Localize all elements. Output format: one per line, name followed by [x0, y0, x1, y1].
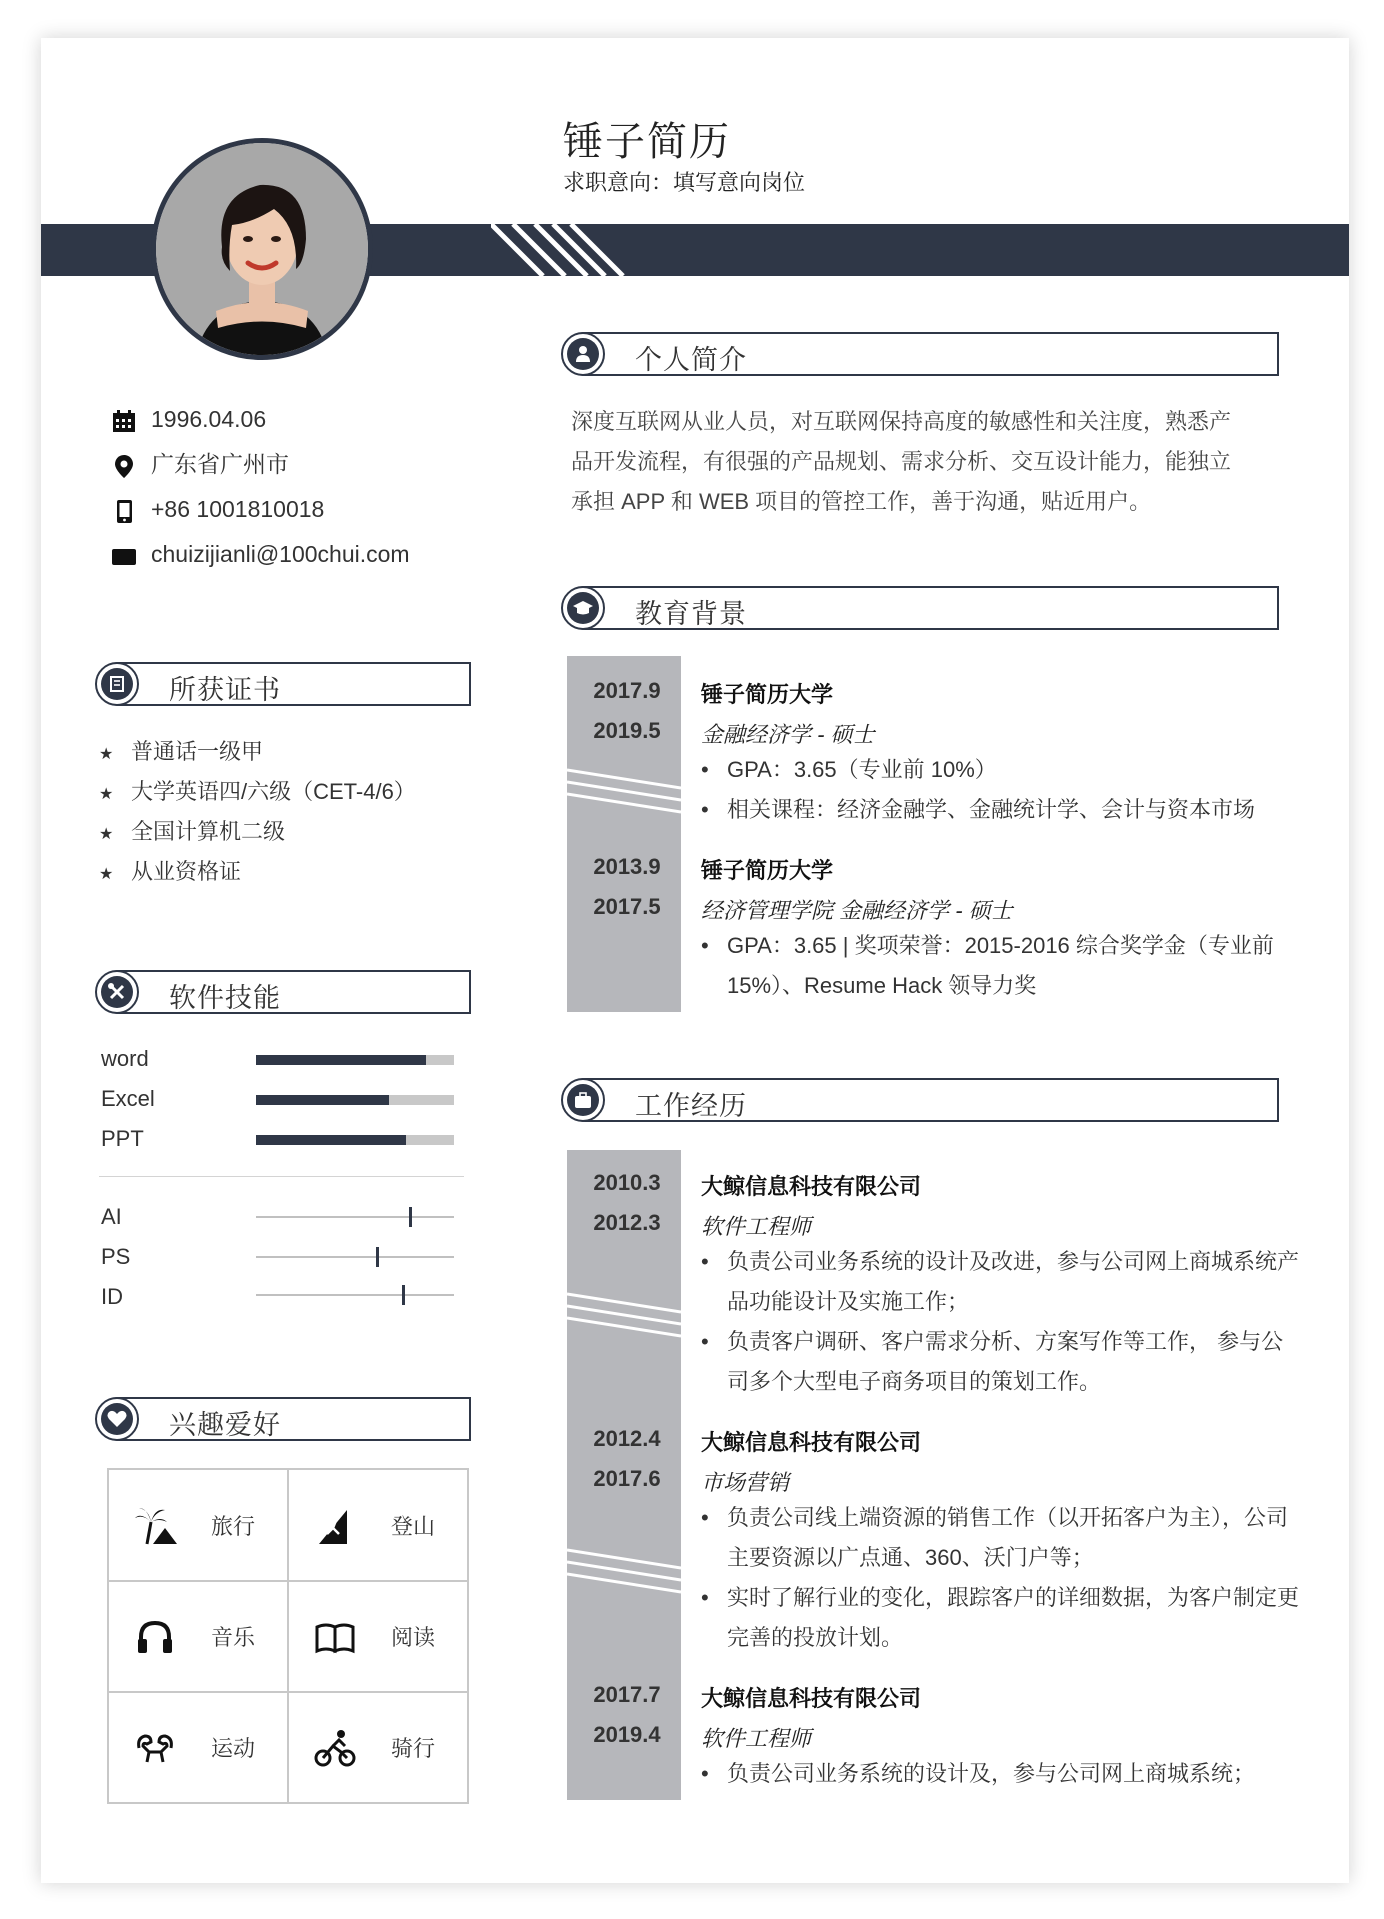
cert-item: ★ 全国计算机二级 [99, 816, 285, 848]
section-header-certs [97, 662, 471, 706]
hobby-reading: 阅读 [289, 1581, 469, 1692]
hobby-sports: 运动 [109, 1692, 289, 1803]
hobby-cycling: 骑行 [289, 1692, 469, 1803]
work-start-date: 2010.3 [593, 1170, 661, 1195]
timeline-stripes [567, 1546, 681, 1606]
work-bullet: • 实时了解行业的变化，跟踪客户的详细数据，为客户制定更完善的投放计划。 [701, 1578, 1301, 1658]
skill-bar-fill [256, 1055, 426, 1065]
cert-item: ★ 普通话一级甲 [99, 736, 263, 768]
edu-end-date: 2017.5 [593, 894, 661, 919]
edu-school: 锤子简历大学 [701, 682, 834, 707]
tools-icon [101, 976, 133, 1008]
cyclist-icon [313, 1726, 357, 1770]
work-start-date: 2012.4 [593, 1426, 661, 1451]
resume-page [41, 38, 1349, 1883]
skill-label-ps: PS [101, 1244, 131, 1269]
skill-label-ai: AI [101, 1204, 122, 1229]
skill-label-id: ID [101, 1284, 123, 1309]
job-intent: 求职意向：填写意向岗位 [563, 170, 806, 195]
graduation-cap-icon [567, 592, 599, 624]
slider-knob [409, 1207, 412, 1227]
work-company: 大鲸信息科技有限公司 [701, 1430, 922, 1455]
work-bullet: • 负责公司业务系统的设计及改进，参与公司网上商城系统产品功能设计及实施工作； [701, 1242, 1301, 1322]
star-icon: ★ [99, 746, 114, 763]
section-title-education: 教育背景 [635, 599, 747, 629]
location-pin-icon [111, 453, 137, 479]
hobby-travel: 旅行 [109, 1470, 289, 1581]
section-title-certs: 所获证书 [169, 675, 281, 705]
certificate-icon [101, 668, 133, 700]
contact-birthday [111, 404, 266, 434]
flexed-arms-icon [133, 1726, 177, 1770]
book-icon [313, 1615, 357, 1659]
headphones-icon [133, 1615, 177, 1659]
contact-email [111, 539, 410, 569]
section-title-work: 工作经历 [635, 1091, 747, 1121]
edu-bullet: • GPA：3.65（专业前 10%） [701, 750, 1301, 790]
work-role: 软件工程师 [701, 1214, 812, 1239]
slider-knob [376, 1247, 379, 1267]
education-timeline [567, 656, 681, 1012]
section-header-profile [563, 332, 1279, 376]
location-text: 广东省广州市 [151, 451, 289, 477]
mountain-climber-icon [313, 1504, 357, 1548]
palm-tree-icon [133, 1504, 177, 1548]
user-icon [567, 338, 599, 370]
work-company: 大鲸信息科技有限公司 [701, 1686, 922, 1711]
edu-end-date: 2019.5 [593, 718, 661, 743]
hobby-climbing: 登山 [289, 1470, 469, 1581]
skill-slider-ps [256, 1256, 454, 1258]
skill-label-ppt: PPT [101, 1126, 144, 1151]
section-title-skills: 软件技能 [169, 983, 281, 1013]
edu-major: 经济管理学院 金融经济学 - 硕士 [701, 898, 1013, 923]
calendar-icon [111, 408, 137, 434]
skill-slider-ai [256, 1216, 454, 1218]
skill-bar-fill [256, 1135, 406, 1145]
briefcase-icon [567, 1084, 599, 1116]
star-icon: ★ [99, 866, 114, 883]
envelope-icon [111, 543, 137, 569]
cert-item: ★ 大学英语四/六级（CET-4/6） [99, 776, 416, 808]
section-header-work [563, 1078, 1279, 1122]
section-header-education [563, 586, 1279, 630]
edu-bullet: • 相关课程：经济金融学、金融统计学、会计与资本市场 [701, 790, 1301, 830]
work-company: 大鲸信息科技有限公司 [701, 1174, 922, 1199]
birthday-text: 1996.04.06 [151, 406, 267, 432]
work-bullet: • 负责客户调研、客户需求分析、方案写作等工作， 参与公司多个大型电子商务项目的策划工作。 [701, 1322, 1301, 1402]
work-start-date: 2017.7 [593, 1682, 661, 1707]
skills-divider [99, 1176, 464, 1177]
contact-phone [111, 494, 324, 524]
star-icon: ★ [99, 826, 114, 843]
edu-school: 锤子简历大学 [701, 858, 834, 883]
work-bullet: • 负责公司线上端资源的销售工作（以开拓客户为主），公司主要资源以广点通、360、沃门户等； [701, 1498, 1301, 1578]
email-text[interactable]: chuizijianli@100chui.com [151, 541, 410, 567]
page-title: 锤子简历 [563, 120, 731, 164]
section-title-hobbies: 兴趣爱好 [169, 1410, 281, 1440]
hobby-grid [107, 1468, 469, 1804]
section-header-skills [97, 970, 471, 1014]
skill-bar-ppt [256, 1135, 454, 1145]
work-role: 软件工程师 [701, 1726, 812, 1751]
timeline-stripes [567, 1290, 681, 1350]
work-end-date: 2012.3 [593, 1210, 661, 1235]
contact-location [111, 449, 289, 479]
edu-major: 金融经济学 - 硕士 [701, 722, 875, 747]
heart-icon [101, 1403, 133, 1435]
work-role: 市场营销 [701, 1470, 790, 1495]
section-title-profile: 个人简介 [635, 345, 747, 375]
skill-bar-word [256, 1055, 454, 1065]
portrait-illustration [156, 143, 368, 355]
cert-item: ★ 从业资格证 [99, 856, 241, 888]
phone-icon [111, 498, 137, 524]
skill-label-word: word [101, 1046, 149, 1071]
phone-text[interactable]: +86 1001810018 [151, 496, 325, 522]
section-header-hobbies [97, 1397, 471, 1441]
timeline-stripes [567, 766, 681, 826]
work-end-date: 2019.4 [593, 1722, 661, 1747]
band-stripes [491, 224, 691, 276]
work-end-date: 2017.6 [593, 1466, 661, 1491]
edu-start-date: 2013.9 [593, 854, 661, 879]
edu-bullet: • GPA：3.65 | 奖项荣誉：2015-2016 综合奖学金（专业前 15%）、Resume Hack 领导力奖 [701, 926, 1301, 1006]
slider-knob [402, 1285, 405, 1305]
edu-start-date: 2017.9 [593, 678, 661, 703]
skill-label-excel: Excel [101, 1086, 155, 1111]
hobby-music: 音乐 [109, 1581, 289, 1692]
work-bullet: • 负责公司业务系统的设计及，参与公司网上商城系统； [701, 1754, 1301, 1794]
skill-bar-excel [256, 1095, 454, 1105]
avatar [151, 138, 373, 360]
profile-text: 深度互联网从业人员，对互联网保持高度的敏感性和关注度，熟悉产 品开发流程，有很强的产品规划、需求分析、交互设计能力，能独立 承担 APP 和 WEB 项目的管控工作，善于沟通，贴近用户。 [571, 409, 1232, 514]
star-icon: ★ [99, 786, 114, 803]
skill-slider-id [256, 1294, 454, 1296]
skill-bar-fill [256, 1095, 389, 1105]
